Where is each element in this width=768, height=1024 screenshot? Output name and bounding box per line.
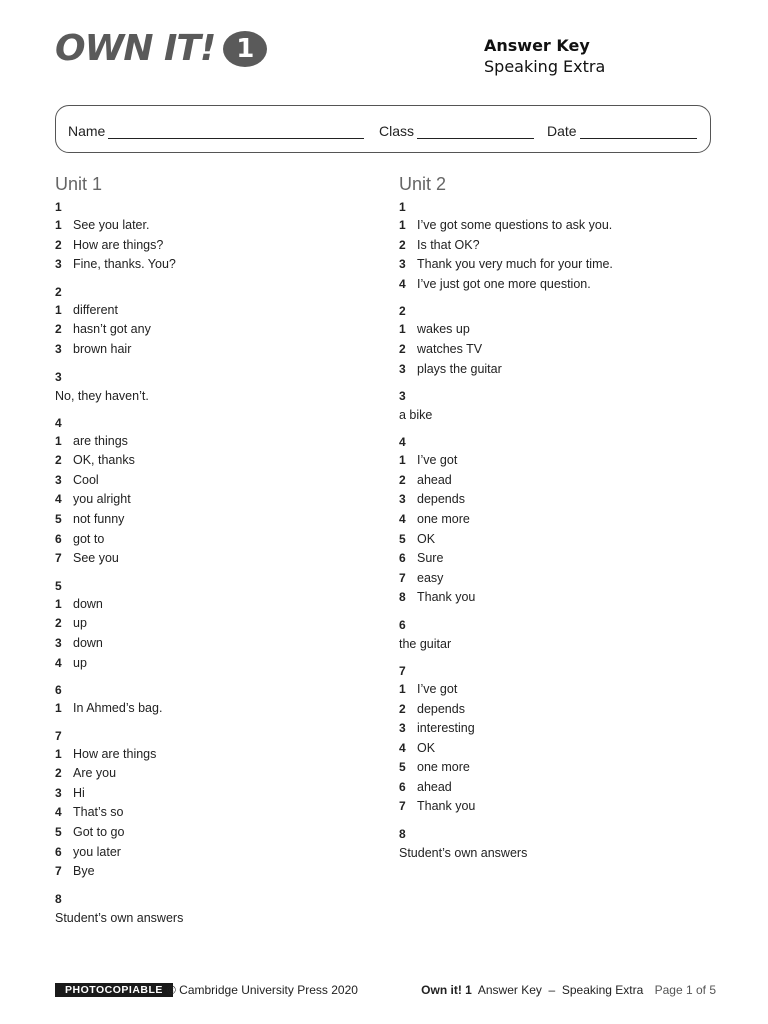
answer-item [399, 778, 719, 798]
answer-item [55, 764, 375, 784]
section-number: 8 [55, 891, 62, 906]
item-number: 2 [55, 616, 62, 631]
item-text: Sure [417, 551, 444, 566]
item-number: 7 [399, 799, 406, 814]
item-number: 2 [399, 341, 406, 356]
header-subtitle: Speaking Extra [484, 57, 606, 76]
item-text: wakes up [417, 322, 470, 337]
item-number: 7 [55, 551, 62, 566]
item-text: one more [417, 760, 470, 775]
answer-item [399, 758, 719, 778]
answer-section [399, 198, 719, 294]
item-number: 4 [399, 511, 406, 526]
item-text: watches TV [417, 341, 483, 356]
answer-section [55, 198, 375, 275]
name-field[interactable] [68, 122, 364, 139]
date-field[interactable] [547, 122, 697, 139]
item-number: 3 [55, 472, 62, 487]
item-number: 6 [55, 844, 62, 859]
answer-item [55, 862, 375, 882]
answer-section [55, 681, 375, 719]
section-number: 3 [55, 369, 62, 384]
section-number: 6 [399, 617, 406, 632]
date-label: Date [547, 123, 577, 139]
section-number: 1 [55, 200, 62, 214]
item-number: 4 [55, 805, 62, 820]
answer-item [55, 471, 375, 491]
answer-item [55, 301, 375, 321]
answer-item [55, 745, 375, 765]
answer-section [55, 283, 375, 360]
answer-item [55, 699, 375, 719]
answer-section [399, 433, 719, 608]
header-title: Answer Key [484, 36, 590, 55]
answer-item [399, 340, 719, 360]
name-line[interactable] [108, 122, 364, 139]
item-text: OK, thanks [73, 453, 135, 468]
item-number: 3 [55, 341, 62, 356]
answer-item [55, 595, 375, 615]
answer-item [399, 320, 719, 340]
photocopiable-badge: PHOTOCOPIABLE [55, 983, 173, 997]
item-text: OK [417, 531, 436, 546]
item-text: easy [417, 570, 444, 585]
section-number: 7 [55, 728, 62, 743]
answer-item [399, 275, 719, 295]
item-number: 1 [55, 218, 62, 232]
answer-item [55, 634, 375, 654]
class-line[interactable] [417, 122, 534, 139]
answer-item [399, 360, 719, 380]
answer-item [399, 739, 719, 759]
item-number: 1 [55, 701, 62, 716]
answer-section [399, 825, 719, 863]
answer-item [55, 216, 375, 236]
item-text: Thank you [417, 799, 476, 814]
section-number: 8 [399, 827, 406, 842]
item-text: See you later. [73, 218, 150, 232]
answer-item [399, 451, 719, 471]
item-number: 2 [55, 766, 62, 781]
item-number: 8 [399, 590, 406, 605]
item-number: 3 [399, 492, 406, 507]
answer-item [399, 510, 719, 530]
item-text: you alright [73, 492, 131, 507]
answer-item [55, 803, 375, 823]
item-text: That’s so [73, 805, 124, 820]
document-header [484, 36, 605, 76]
answer-item [399, 236, 719, 256]
student-info-box [55, 105, 711, 153]
answer-item [55, 530, 375, 550]
answer-item [399, 490, 719, 510]
answer-item [55, 451, 375, 471]
date-line[interactable] [580, 122, 697, 139]
section-number: 2 [399, 304, 406, 319]
item-number: 4 [399, 276, 406, 291]
section-number: 6 [55, 683, 62, 698]
section-number: 1 [399, 200, 406, 214]
section-number: 3 [399, 389, 406, 404]
answer-item [55, 654, 375, 674]
item-text: I’ve got some questions to ask you. [417, 218, 613, 232]
item-number: 6 [399, 779, 406, 794]
answer-text: No, they haven’t. [55, 388, 149, 403]
name-label: Name [68, 123, 106, 139]
answer-item [55, 340, 375, 360]
item-number: 5 [399, 760, 406, 775]
item-text: up [73, 655, 87, 670]
item-text: How are things? [73, 237, 164, 252]
item-number: 3 [55, 785, 62, 800]
class-label: Class [379, 123, 415, 139]
item-text: Thank you very much for your time. [417, 257, 613, 272]
answer-section [399, 662, 719, 817]
item-number: 1 [399, 681, 406, 696]
item-number: 2 [55, 322, 62, 337]
item-number: 2 [55, 237, 62, 252]
item-text: depends [417, 701, 465, 716]
logo-text: OWN IT! [55, 28, 216, 69]
answer-section [55, 577, 375, 673]
section-number: 2 [55, 284, 62, 299]
answer-item [55, 432, 375, 452]
own-it-logo [55, 28, 267, 69]
item-number: 5 [399, 531, 406, 546]
section-number: 7 [399, 663, 406, 678]
answer-item [55, 823, 375, 843]
unit-column [399, 174, 719, 871]
item-number: 3 [399, 721, 406, 736]
item-text: got to [73, 531, 105, 546]
item-number: 1 [399, 218, 406, 232]
item-number: 2 [399, 701, 406, 716]
item-number: 2 [55, 453, 62, 468]
item-text: Cool [73, 472, 99, 487]
answer-item [55, 614, 375, 634]
answer-item [55, 236, 375, 256]
item-text: In Ahmed’s bag. [73, 701, 163, 716]
answer-item [55, 843, 375, 863]
unit-title: Unit 2 [399, 174, 447, 194]
answer-text: the guitar [399, 636, 452, 651]
answer-section [399, 387, 719, 425]
item-text: not funny [73, 511, 125, 526]
item-text: you later [73, 844, 121, 859]
answer-section [55, 727, 375, 882]
answer-text: Student’s own answers [399, 846, 528, 861]
item-text: hasn’t got any [73, 322, 151, 337]
item-number: 5 [55, 825, 62, 840]
item-text: different [73, 302, 118, 317]
item-text: Got to go [73, 825, 125, 840]
item-number: 2 [399, 237, 406, 252]
answer-item [399, 530, 719, 550]
item-text: plays the guitar [417, 361, 502, 376]
item-text: up [73, 616, 87, 631]
answer-section [55, 414, 375, 569]
item-number: 5 [55, 511, 62, 526]
answer-item [399, 216, 719, 236]
answer-item [55, 510, 375, 530]
item-text: See you [73, 551, 119, 566]
copyright-text: © Cambridge University Press 2020 [167, 983, 358, 997]
item-text: depends [417, 492, 465, 507]
answer-section [55, 368, 375, 406]
section-number: 4 [55, 415, 62, 430]
answer-item [55, 784, 375, 804]
item-text: brown hair [73, 341, 132, 356]
item-number: 1 [55, 302, 62, 317]
answer-section [55, 890, 375, 928]
answer-item [55, 255, 375, 275]
item-text: I’ve got [417, 453, 458, 468]
item-number: 4 [55, 492, 62, 507]
item-text: Bye [73, 864, 95, 879]
answer-item [399, 549, 719, 569]
item-number: 6 [55, 531, 62, 546]
item-text: down [73, 635, 103, 650]
answer-item [55, 549, 375, 569]
item-text: How are things [73, 746, 157, 761]
item-number: 7 [55, 864, 62, 879]
section-number: 4 [399, 435, 406, 450]
unit-title: Unit 1 [55, 174, 103, 194]
item-text: Hi [73, 785, 85, 800]
answer-item [55, 490, 375, 510]
item-text: down [73, 596, 103, 611]
item-text: ahead [417, 779, 452, 794]
book-title: Own it! 1 [421, 983, 472, 997]
item-number: 4 [55, 655, 62, 670]
item-number: 1 [55, 596, 62, 611]
item-number: 6 [399, 551, 406, 566]
answer-item [399, 471, 719, 491]
item-number: 3 [55, 635, 62, 650]
answer-item [399, 588, 719, 608]
item-number: 1 [55, 433, 62, 448]
item-text: ahead [417, 472, 452, 487]
page-number: Page 1 of 5 [654, 983, 716, 997]
item-text: I’ve just got one more question. [417, 276, 591, 291]
answer-item [399, 700, 719, 720]
item-number: 3 [399, 257, 406, 272]
item-number: 7 [399, 570, 406, 585]
answer-item [55, 320, 375, 340]
answer-item [399, 797, 719, 817]
item-number: 3 [399, 361, 406, 376]
answer-item [399, 255, 719, 275]
item-number: 1 [55, 746, 62, 761]
unit-column [55, 174, 375, 936]
section-number: 5 [55, 578, 62, 593]
logo-number-badge: 1 [223, 31, 267, 67]
answer-section [399, 616, 719, 654]
item-number: 1 [399, 322, 406, 337]
item-text: are things [73, 433, 128, 448]
answer-section [399, 302, 719, 379]
item-text: Is that OK? [417, 237, 480, 252]
item-number: 2 [399, 472, 406, 487]
item-text: Are you [73, 766, 117, 781]
item-text: Fine, thanks. You? [73, 257, 176, 272]
item-text: OK [417, 740, 436, 755]
footer-right [421, 983, 716, 997]
answer-item [399, 569, 719, 589]
doc-title: Answer Key – Speaking Extra [477, 983, 644, 997]
page-footer [55, 983, 716, 999]
item-text: interesting [417, 721, 475, 736]
item-number: 3 [55, 257, 62, 272]
item-text: Thank you [417, 590, 476, 605]
item-number: 4 [399, 740, 406, 755]
answer-text: Student’s own answers [55, 910, 184, 925]
answer-text: a bike [399, 408, 433, 423]
answer-item [399, 680, 719, 700]
answer-item [399, 719, 719, 739]
item-text: I’ve got [417, 681, 458, 696]
class-field[interactable] [379, 122, 534, 139]
item-number: 1 [399, 453, 406, 468]
item-text: one more [417, 511, 470, 526]
